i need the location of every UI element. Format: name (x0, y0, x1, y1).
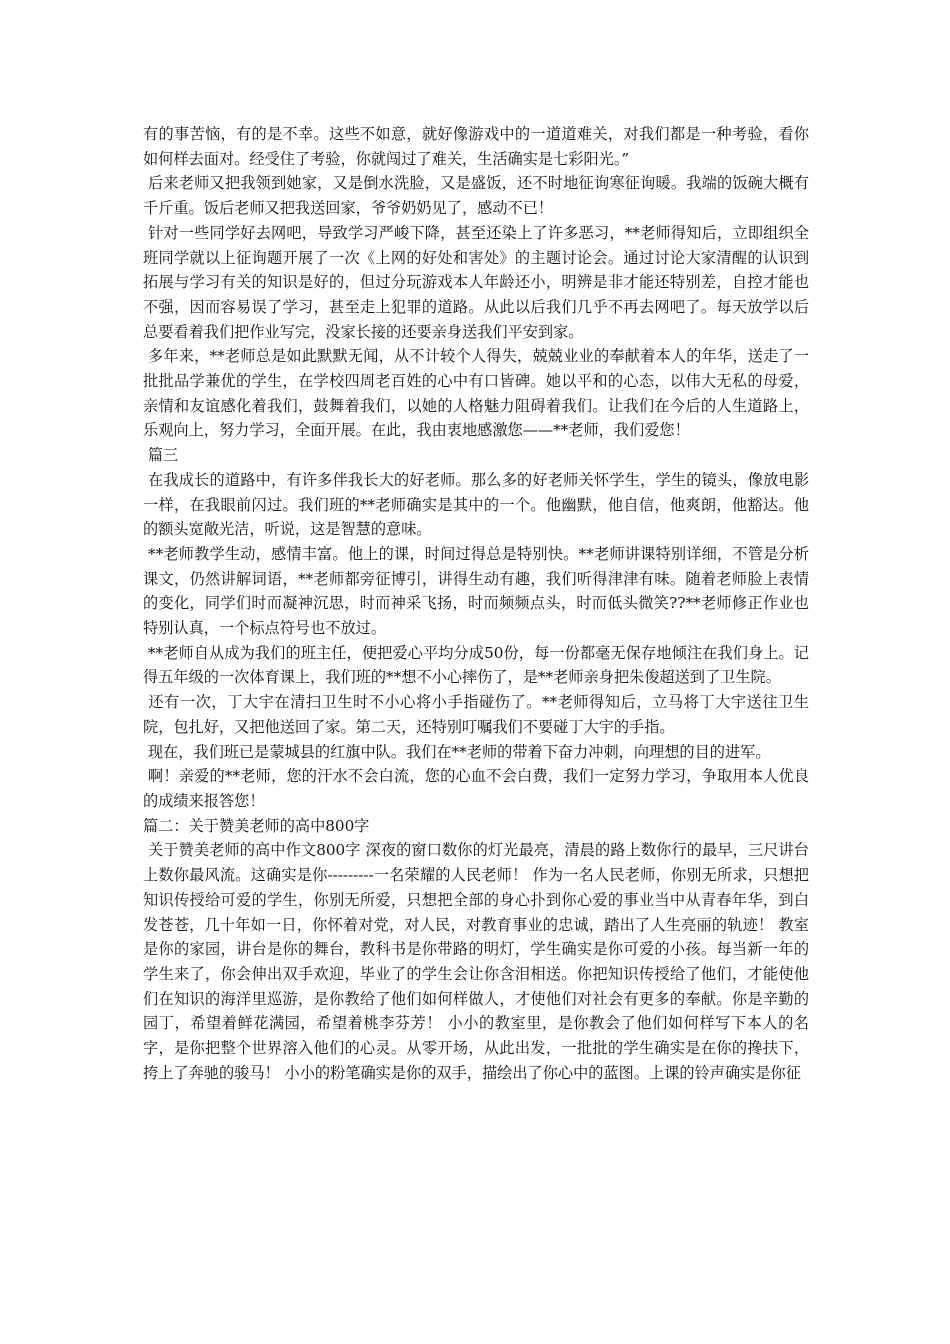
paragraph-closing-thanks: 啊！亲爱的**老师，您的汗水不会白流，您的心血不会白费，我们一定努力学习，争取用本人优良的成绩来报答您！ (143, 767, 810, 810)
paragraph-red-flag-squad: 现在，我们班已是蒙城县的红旗中队。我们在**老师的带着下奋力冲刺，向理想的目的进军。 (143, 742, 771, 761)
paragraph-exam-metaphor: 有的事苦恼，有的是不幸。这些不如意，就好像游戏中的一道道难关，对我们都是一种考验，看你如何样去面对。经受住了考验，你就闯过了难关，生活确实是七彩阳光。” (143, 125, 809, 168)
paragraph-head-teacher: **老师自从成为我们的班主任，便把爱心平均分成50份，每一份都毫无保存地倾注在我们身上。记得五年级的一次体育课上，我们班的**想不小心摔伤了，是**老师亲身把朱俊超送到了卫生院。 (143, 643, 809, 687)
paragraph-many-years: 多年来，**老师总是如此默默无闻，从不计较个人得失，兢兢业业的奉献着本人的年华，送走了一批批品学兼优的学生，在学校四周老百姓的心中有口皆碑。她以平和的心态，以伟大无私的母爱，亲情和友谊感化着我们，鼓舞着我们，以她的人格魅力阻碍着我们。让我们在今后的人生道路上，乐观向上，努力学习，全面开展。在此，我由衷地感激您——**老师，我们爱您！ (143, 347, 810, 440)
paragraph-essay-800: 关于赞美老师的高中作文800字 深夜的窗口数你的灯光最亮，清晨的路上数你行的最早，三尺讲台上数你最风流。这确实是你---------一名荣耀的人民老师！ 作为一名人民老师，你别无所求，只想把知识传授给可爱的学生，你别无所爱，只想把全部的身心扑到你心爱的事业当中从青春年华，到白发苍苍，几十年如一日，你怀着对党，对人民，对教育事业的忠诚，踏出了人生亮丽的轨迹！ 教室是你的家园，讲台是你的舞台，教科书是你带路的明灯，学生确实是你可爱的小孩。每当新一年的学生来了，你会伸出双手欢迎，毕业了的学生会让你含泪相送。你把知识传授给了他们，才能使他们在知识的海洋里巡游，是你教给了他们如何样做人，才使他们对社会有更多的奉献。你是辛勤的园丁，希望着鲜花满园，希望着桃李芬芳！ 小小的教室里，是你教会了他们如何样写下本人的名字，是你把整个世界溶入他们的心灵。从零开场，从此出发，一批批的学生确实是在你的搀扶下，挎上了奔驰的骏马！ 小小的粉笔确实是你的双手，描绘出了你心中的蓝图。上课的铃声确实是你征 (143, 841, 809, 1082)
section-heading-part-three: 篇三 (143, 446, 179, 465)
paragraph-internet-cafe: 针对一些同学好去网吧，导致学习严峻下降，甚至还染上了许多恶习，**老师得知后，立即组织全班同学就以上征询题开展了一次《上网的好处和害处》的主题讨论会。通过讨论大家清醒的认识到拓展与学习有关的知识是好的，但过分玩游戏本人年龄还小，明辨是非才能还特别差，自控才能也不强，因而容易误了学习，甚至走上犯罪的道路。从此以后我们几乎不再去网吧了。每天放学以后总要看着我们把作业写完，没家长接的还要亲身送我们平安到家。 (143, 223, 810, 341)
paragraph-injured-finger: 还有一次，丁大宇在清扫卫生时不小心将小手指碰伤了。**老师得知后，立马将丁大宇送往卫生院，包扎好，又把他送回了家。第二天，还特别叮嘱我们不要碰丁大宇的手指。 (143, 693, 810, 736)
paragraph-teacher-home: 后来老师又把我领到她家，又是倒水洗脸，又是盛饭，还不时地征询寒征询暖。我端的饭碗大概有千斤重。饭后老师又把我送回家，爷爷奶奶见了，感动不已！ (143, 174, 810, 218)
section-heading-part-two: 篇二：关于赞美老师的高中800字 (143, 816, 370, 835)
document-page (143, 122, 809, 1085)
paragraph-teaching-style: **老师教学生动，感情丰富。他上的课，时间过得总是特别快。**老师讲课特别详细，不管是分析课文，仍然讲解词语，**老师都旁征博引，讲得生动有趣，我们听得津津有味。随着老师脸上表情的变化，同学们时而凝神沉思，时而神采飞扬，时而频频点头，时而低头微笑??**老师修正作业也特别认真，一个标点符号也不放过。 (143, 544, 810, 638)
paragraph-growing-up: 在我成长的道路中，有许多伴我长大的好老师。那么多的好老师关怀学生，学生的镜头，像放电影一样，在我眼前闪过。我们班的**老师确实是其中的一个。他幽默，他自信，他爽朗，他豁达。他的额头宽敞光洁，听说，这是智慧的意味。 (143, 470, 810, 539)
